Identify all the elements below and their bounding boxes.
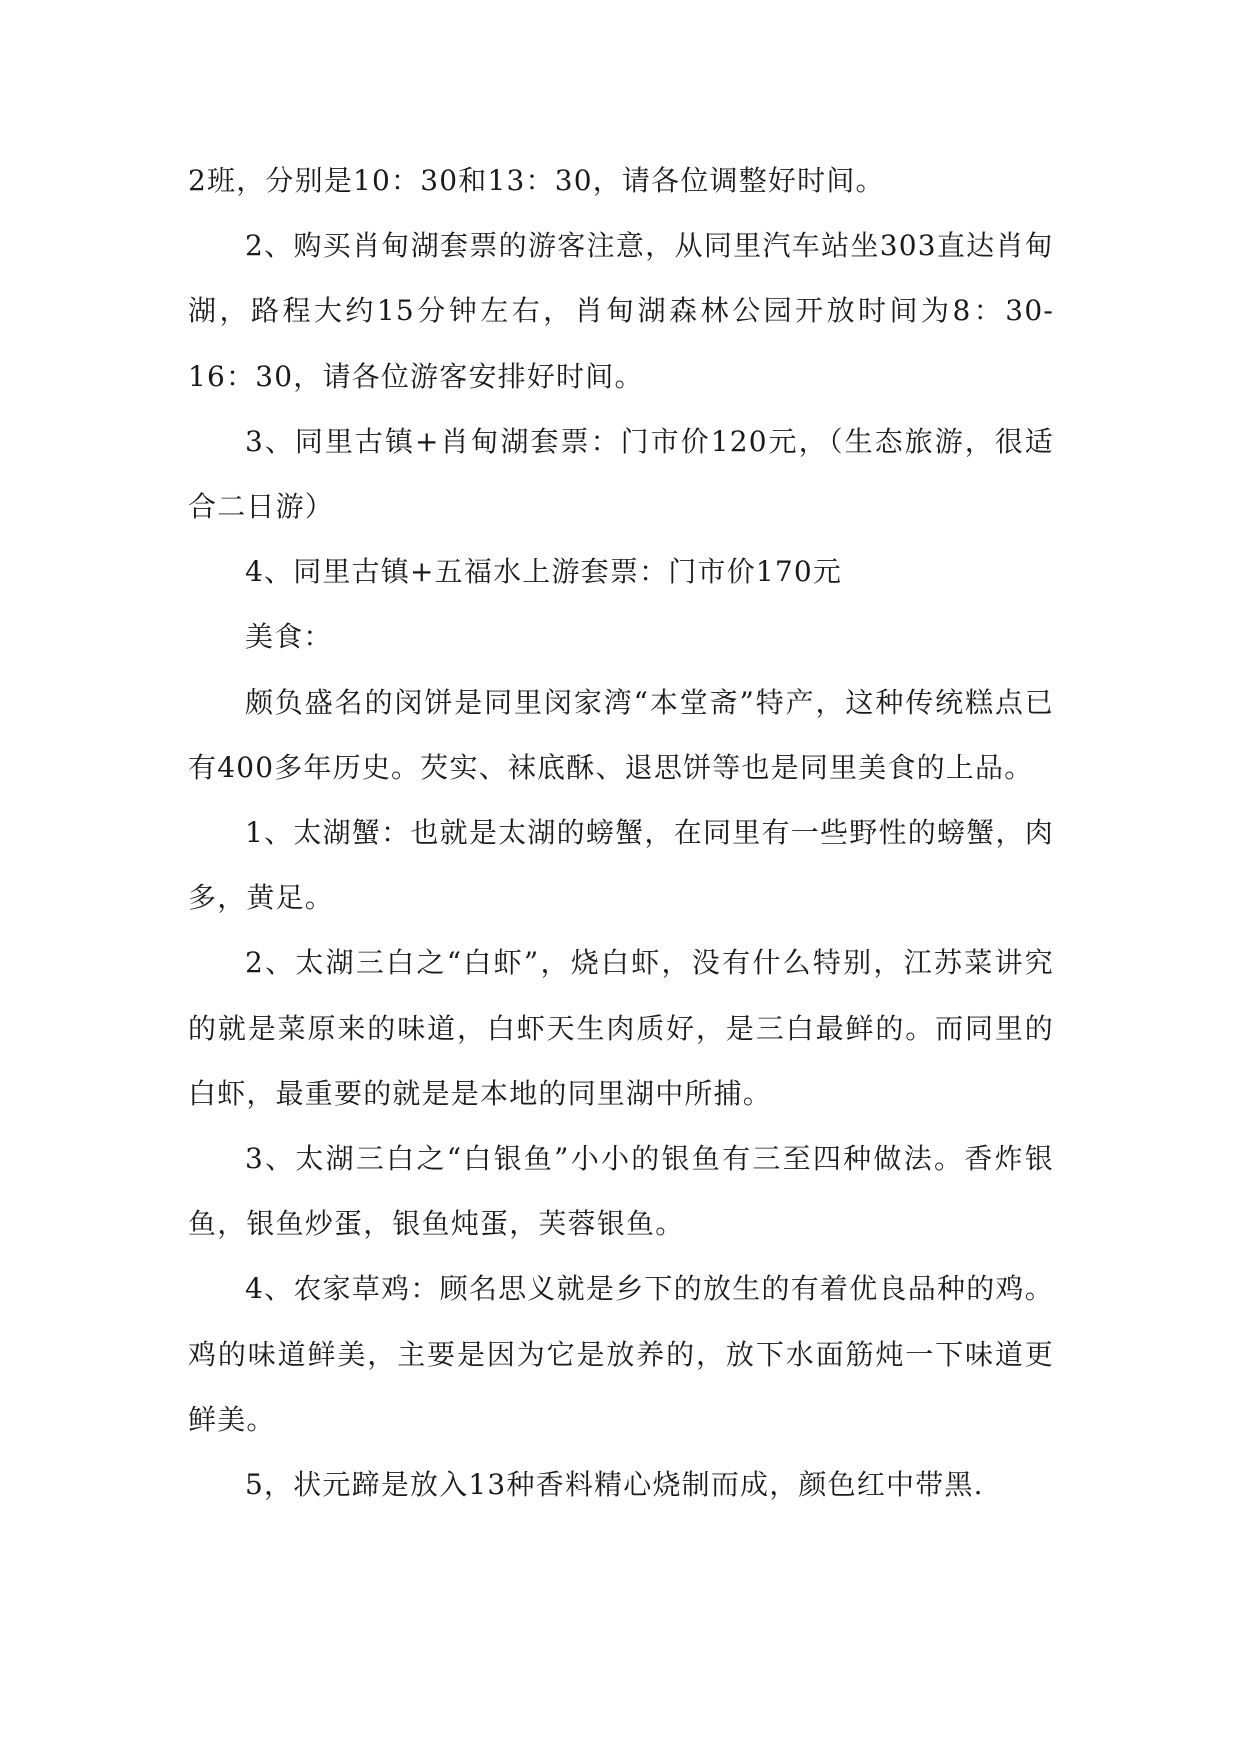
paragraph-ticket-xiaodian: 3、同里古镇+肖甸湖套票：门市价120元，（生态旅游，很适合二日游）: [188, 424, 1054, 524]
paragraph-xiaodian-lake-notice: 2、购买肖甸湖套票的游客注意，从同里汽车站坐303直达肖甸湖，路程大约15分钟左右，肖甸湖森林公园开放时间为8：30-16：30，请各位游客安排好时间。: [188, 229, 1054, 393]
paragraph-whitebait: 3、太湖三白之“白银鱼”小小的银鱼有三至四种做法。香炸银鱼，银鱼炒蛋，银鱼炖蛋，芙蓉银鱼。: [188, 1142, 1054, 1241]
paragraph-ticket-wufu: 4、同里古镇+五福水上游套票：门市价170元: [245, 555, 843, 589]
paragraph-min-cake: 颇负盛名的闵饼是同里闵家湾“本堂斋”特产，这种传统糕点已有400多年历史。芡实、袜底酥、退思饼等也是同里美食的上品。: [188, 685, 1054, 784]
document-body: [188, 148, 1054, 1517]
paragraph-bus-schedule: 2班，分别是10：30和13：30，请各位调整好时间。: [188, 164, 885, 197]
paragraph-zhuangyuan-pork: 5，状元蹄是放入13种香料精心烧制而成，颜色红中带黑.: [245, 1468, 984, 1502]
paragraph-white-shrimp: 2、太湖三白之“白虾”，烧白虾，没有什么特别，江苏菜讲究的就是菜原来的味道，白虾天生肉质好，是三白最鲜的。而同里的白虾，最重要的就是是本地的同里湖中所捕。: [188, 946, 1054, 1110]
section-heading-food: 美食：: [245, 620, 333, 654]
paragraph-farm-chicken: 4、农家草鸡：顾名思义就是乡下的放生的有着优良品种的鸡。鸡的味道鲜美，主要是因为它是放养的，放下水面筋炖一下味道更鲜美。: [188, 1272, 1054, 1436]
paragraph-taihu-crab: 1、太湖蟹：也就是太湖的螃蟹，在同里有一些野性的螃蟹，肉多，黄足。: [188, 816, 1054, 915]
